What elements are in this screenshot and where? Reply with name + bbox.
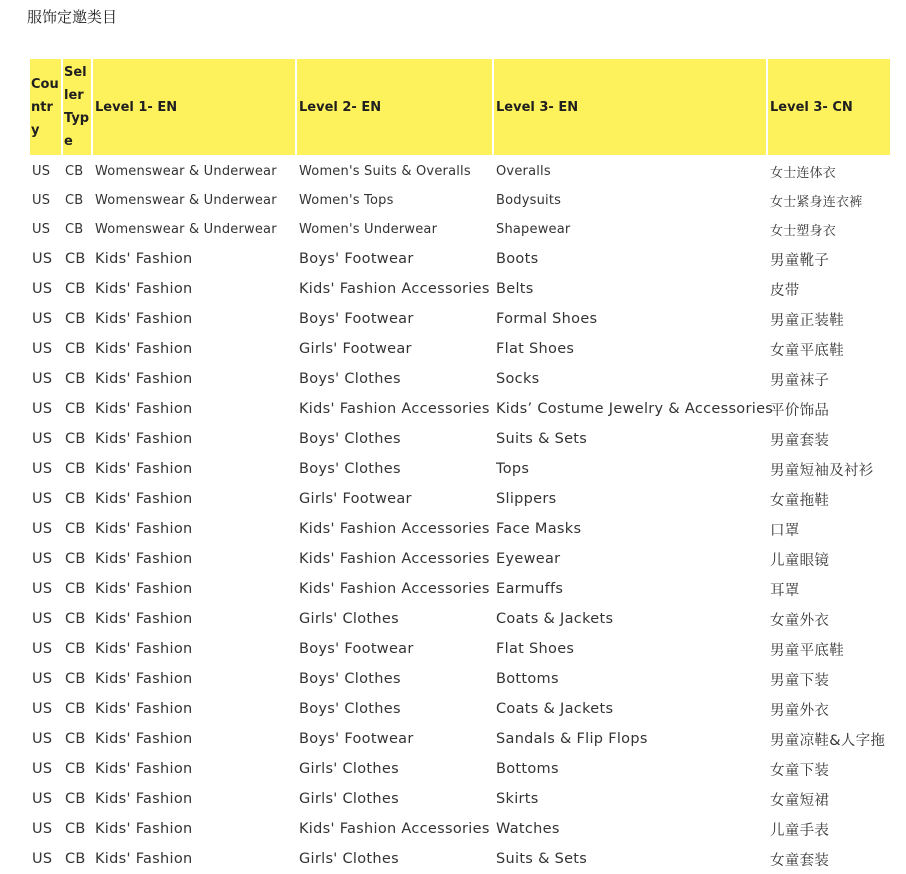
cell-level3-cn: 儿童手表 — [770, 822, 830, 839]
cell-level3-cn: 女童拖鞋 — [770, 492, 830, 509]
cell-seller-type: CB — [65, 821, 86, 837]
cell-country: US — [32, 641, 53, 657]
table-row — [30, 664, 890, 694]
header-seller-type: Seller Type — [63, 59, 91, 155]
table-row — [30, 304, 890, 334]
cell-level1-en: Kids' Fashion — [95, 761, 193, 777]
cell-level3-cn: 男童靴子 — [770, 252, 830, 269]
cell-level2-en: Girls' Clothes — [299, 851, 399, 867]
cell-level2-en: Boys' Clothes — [299, 371, 401, 387]
table-header-row — [30, 59, 890, 155]
cell-level2-en: Girls' Clothes — [299, 761, 399, 777]
table-row — [30, 814, 890, 844]
cell-seller-type: CB — [65, 431, 86, 447]
cell-level2-en: Girls' Clothes — [299, 611, 399, 627]
cell-level3-cn: 儿童眼镜 — [770, 552, 830, 569]
table-row — [30, 694, 890, 724]
cell-level2-en: Women's Suits & Overalls — [299, 164, 471, 179]
cell-country: US — [32, 164, 51, 179]
cell-seller-type: CB — [65, 281, 86, 297]
cell-seller-type: CB — [65, 521, 86, 537]
cell-level3-en: Shapewear — [496, 222, 571, 237]
cell-level1-en: Womenswear & Underwear — [95, 164, 277, 179]
cell-level2-en: Kids' Fashion Accessories — [299, 281, 490, 297]
cell-country: US — [32, 761, 53, 777]
cell-seller-type: CB — [65, 701, 86, 717]
cell-level1-en: Kids' Fashion — [95, 251, 193, 267]
cell-seller-type: CB — [65, 461, 86, 477]
cell-level3-en: Suits & Sets — [496, 851, 588, 867]
page-title: 服饰定邀类目 — [27, 8, 118, 26]
cell-level3-en: Suits & Sets — [496, 431, 588, 447]
cell-level2-en: Kids' Fashion Accessories — [299, 581, 490, 597]
table-row — [30, 186, 890, 215]
cell-level3-en: Eyewear — [496, 551, 561, 567]
cell-level3-en: Watches — [496, 821, 560, 837]
cell-level2-en: Girls' Footwear — [299, 491, 412, 507]
cell-level1-en: Kids' Fashion — [95, 551, 193, 567]
cell-seller-type: CB — [65, 761, 86, 777]
cell-country: US — [32, 551, 53, 567]
cell-level3-cn: 女童外衣 — [770, 612, 830, 629]
cell-seller-type: CB — [65, 791, 86, 807]
cell-level1-en: Kids' Fashion — [95, 641, 193, 657]
cell-level2-en: Boys' Footwear — [299, 641, 414, 657]
cell-level3-cn: 男童凉鞋&人字拖 — [770, 732, 886, 749]
cell-level3-cn: 女士塑身衣 — [770, 224, 837, 239]
cell-level2-en: Girls' Footwear — [299, 341, 412, 357]
cell-country: US — [32, 341, 53, 357]
cell-level1-en: Kids' Fashion — [95, 431, 193, 447]
cell-country: US — [32, 491, 53, 507]
cell-seller-type: CB — [65, 341, 86, 357]
cell-seller-type: CB — [65, 731, 86, 747]
cell-level3-en: Skirts — [496, 791, 539, 807]
cell-level3-cn: 男童平底鞋 — [770, 642, 844, 659]
cell-country: US — [32, 581, 53, 597]
cell-level2-en: Boys' Clothes — [299, 461, 401, 477]
cell-level3-cn: 男童下装 — [770, 672, 830, 689]
cell-level3-cn: 女士紧身连衣裤 — [770, 195, 863, 210]
cell-level3-cn: 皮带 — [770, 282, 800, 299]
table-row — [30, 784, 890, 814]
cell-level3-cn: 男童正装鞋 — [770, 312, 844, 329]
cell-level3-en: Boots — [496, 251, 539, 267]
cell-level1-en: Kids' Fashion — [95, 821, 193, 837]
cell-country: US — [32, 611, 53, 627]
cell-level2-en: Girls' Clothes — [299, 791, 399, 807]
cell-seller-type: CB — [65, 581, 86, 597]
table-row — [30, 844, 890, 874]
cell-level3-cn: 男童袜子 — [770, 372, 830, 389]
cell-country: US — [32, 461, 53, 477]
table-row — [30, 334, 890, 364]
table-body — [30, 155, 890, 874]
cell-level1-en: Kids' Fashion — [95, 671, 193, 687]
cell-level2-en: Women's Tops — [299, 193, 394, 208]
cell-seller-type: CB — [65, 222, 84, 237]
cell-level3-en: Belts — [496, 281, 534, 297]
cell-country: US — [32, 371, 53, 387]
table-row — [30, 274, 890, 304]
cell-country: US — [32, 401, 53, 417]
header-level1-en: Level 1- EN — [93, 59, 295, 155]
cell-country: US — [32, 671, 53, 687]
cell-level1-en: Kids' Fashion — [95, 701, 193, 717]
cell-level2-en: Kids' Fashion Accessories — [299, 521, 490, 537]
cell-level2-en: Kids' Fashion Accessories — [299, 551, 490, 567]
cell-level1-en: Kids' Fashion — [95, 521, 193, 537]
cell-level1-en: Kids' Fashion — [95, 341, 193, 357]
cell-seller-type: CB — [65, 193, 84, 208]
table-row — [30, 604, 890, 634]
cell-country: US — [32, 521, 53, 537]
cell-seller-type: CB — [65, 551, 86, 567]
cell-level3-cn: 女童下装 — [770, 762, 830, 779]
table-row — [30, 364, 890, 394]
cell-level1-en: Kids' Fashion — [95, 491, 193, 507]
cell-level1-en: Womenswear & Underwear — [95, 222, 277, 237]
cell-level1-en: Kids' Fashion — [95, 611, 193, 627]
cell-level2-en: Kids' Fashion Accessories — [299, 821, 490, 837]
cell-level3-en: Bottoms — [496, 761, 559, 777]
cell-level3-en: Flat Shoes — [496, 341, 575, 357]
cell-level1-en: Womenswear & Underwear — [95, 193, 277, 208]
cell-level1-en: Kids' Fashion — [95, 731, 193, 747]
header-level3-en: Level 3- EN — [494, 59, 766, 155]
cell-level3-en: Sandals & Flip Flops — [496, 731, 648, 747]
cell-seller-type: CB — [65, 491, 86, 507]
cell-level1-en: Kids' Fashion — [95, 791, 193, 807]
cell-level3-en: Slippers — [496, 491, 557, 507]
cell-level2-en: Boys' Clothes — [299, 701, 401, 717]
cell-level3-en: Earmuffs — [496, 581, 564, 597]
header-level2-en: Level 2- EN — [297, 59, 492, 155]
table-row — [30, 155, 890, 186]
cell-level3-en: Bottoms — [496, 671, 559, 687]
cell-seller-type: CB — [65, 401, 86, 417]
cell-level1-en: Kids' Fashion — [95, 311, 193, 327]
table-row — [30, 394, 890, 424]
cell-country: US — [32, 431, 53, 447]
cell-seller-type: CB — [65, 851, 86, 867]
table-row — [30, 574, 890, 604]
cell-level2-en: Boys' Footwear — [299, 251, 414, 267]
cell-level3-en: Bodysuits — [496, 193, 562, 208]
cell-level3-en: Face Masks — [496, 521, 582, 537]
table-row — [30, 724, 890, 754]
cell-level2-en: Boys' Footwear — [299, 731, 414, 747]
cell-country: US — [32, 731, 53, 747]
header-country: Country — [30, 59, 61, 155]
cell-level2-en: Kids' Fashion Accessories — [299, 401, 490, 417]
cell-level2-en: Boys' Clothes — [299, 671, 401, 687]
cell-level3-cn: 平价饰品 — [770, 402, 830, 419]
cell-level2-en: Boys' Footwear — [299, 311, 414, 327]
cell-level2-en: Boys' Clothes — [299, 431, 401, 447]
table-row — [30, 215, 890, 244]
cell-country: US — [32, 281, 53, 297]
cell-level3-en: Flat Shoes — [496, 641, 575, 657]
table-row — [30, 634, 890, 664]
cell-country: US — [32, 701, 53, 717]
table-row — [30, 454, 890, 484]
cell-level3-en: Coats & Jackets — [496, 701, 614, 717]
cell-country: US — [32, 851, 53, 867]
table-row — [30, 754, 890, 784]
cell-level1-en: Kids' Fashion — [95, 581, 193, 597]
cell-seller-type: CB — [65, 311, 86, 327]
cell-level3-en: Tops — [496, 461, 530, 477]
cell-seller-type: CB — [65, 251, 86, 267]
cell-level3-en: Socks — [496, 371, 540, 387]
table-row — [30, 484, 890, 514]
cell-level3-cn: 女童平底鞋 — [770, 342, 844, 359]
cell-seller-type: CB — [65, 671, 86, 687]
cell-level1-en: Kids' Fashion — [95, 851, 193, 867]
cell-level3-en: Formal Shoes — [496, 311, 598, 327]
table-row — [30, 544, 890, 574]
cell-seller-type: CB — [65, 164, 84, 179]
cell-level3-cn: 耳罩 — [770, 582, 800, 599]
cell-country: US — [32, 821, 53, 837]
cell-level1-en: Kids' Fashion — [95, 461, 193, 477]
cell-seller-type: CB — [65, 611, 86, 627]
table-row — [30, 424, 890, 454]
header-level3-cn: Level 3- CN — [768, 59, 890, 155]
cell-level1-en: Kids' Fashion — [95, 371, 193, 387]
cell-level3-cn: 男童外衣 — [770, 702, 830, 719]
cell-country: US — [32, 222, 51, 237]
cell-country: US — [32, 251, 53, 267]
cell-level2-en: Women's Underwear — [299, 222, 438, 237]
cell-level3-en: Kids’ Costume Jewelry & Accessories — [496, 401, 774, 417]
cell-level3-cn: 女童套装 — [770, 852, 830, 869]
table-row — [30, 244, 890, 274]
cell-country: US — [32, 193, 51, 208]
cell-level1-en: Kids' Fashion — [95, 281, 193, 297]
cell-level3-cn: 男童套装 — [770, 432, 830, 449]
cell-seller-type: CB — [65, 641, 86, 657]
cell-country: US — [32, 791, 53, 807]
category-table — [28, 59, 892, 874]
cell-level3-cn: 口罩 — [770, 522, 800, 539]
cell-country: US — [32, 311, 53, 327]
cell-level1-en: Kids' Fashion — [95, 401, 193, 417]
table-row — [30, 514, 890, 544]
cell-level3-en: Coats & Jackets — [496, 611, 614, 627]
cell-level3-cn: 女童短裙 — [770, 792, 830, 809]
cell-level3-cn: 女士连体衣 — [770, 166, 837, 181]
cell-level3-en: Overalls — [496, 164, 551, 179]
cell-level3-cn: 男童短袖及衬衫 — [770, 462, 874, 479]
cell-seller-type: CB — [65, 371, 86, 387]
